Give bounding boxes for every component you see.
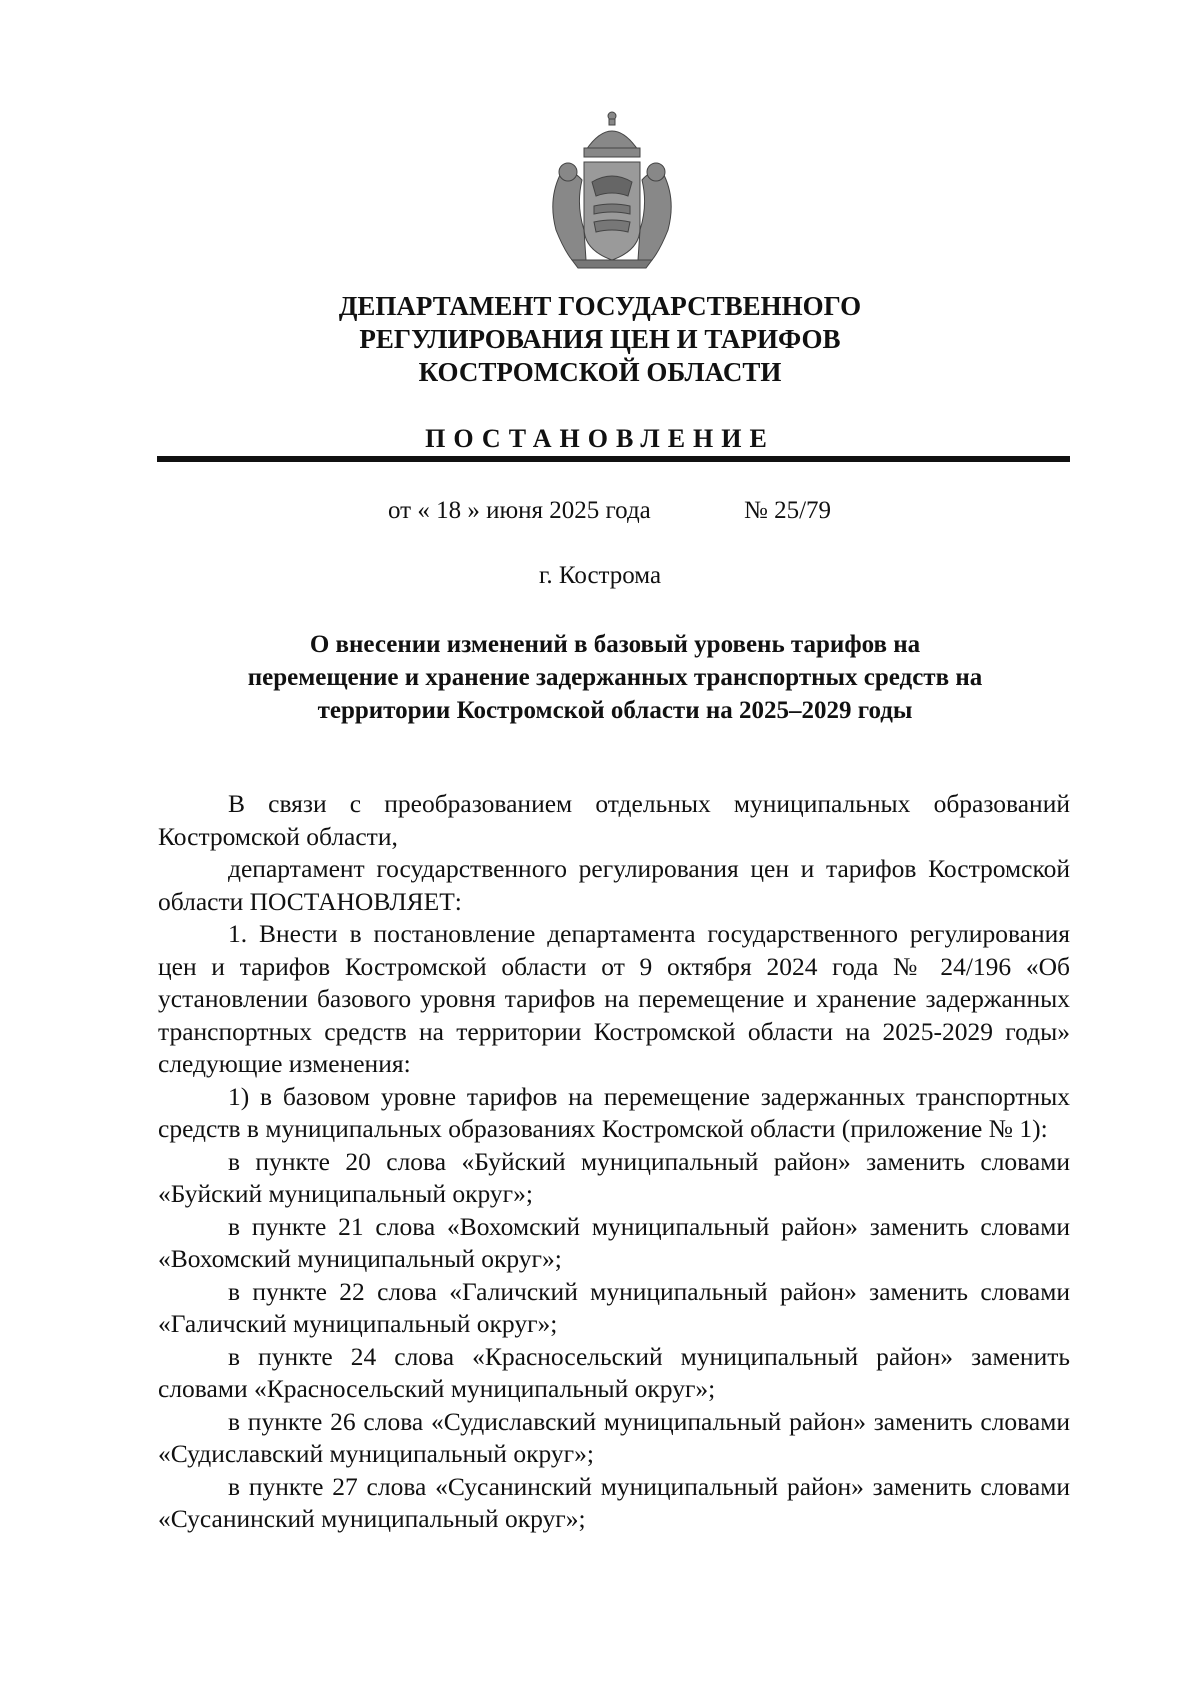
- coat-of-arms-emblem: [542, 110, 682, 270]
- body-paragraph: в пункте 20 слова «Буйский муниципальный район» заменить словами «Буйский муниципальный округ»;: [158, 1146, 1070, 1208]
- document-type-heading: ПОСТАНОВЛЕНИЕ: [425, 424, 775, 453]
- title-line-3: территории Костромской области на 2025–2029 годы: [317, 697, 913, 724]
- department-line-2: РЕГУЛИРОВАНИЯ ЦЕН И ТАРИФОВ: [359, 324, 841, 354]
- body-paragraph: в пункте 22 слова «Галичский муниципальный район» заменить словами «Галичский муниципальный округ»;: [158, 1276, 1070, 1338]
- body-paragraph: в пункте 24 слова «Красносельский муниципальный район» заменить словами «Красносельский муниципальный округ»;: [158, 1341, 1070, 1403]
- department-name: [0, 290, 1200, 389]
- body-paragraph: в пункте 26 слова «Судиславский муниципальный район» заменить словами «Судиславский муниципальный округ»;: [158, 1406, 1070, 1468]
- document-title: [160, 628, 1070, 727]
- title-line-2: перемещение и хранение задержанных транспортных средств на: [247, 664, 983, 691]
- body-paragraph: 1) в базовом уровне тарифов на перемещение задержанных транспортных средств в муниципальных образованиях Костромской области (приложение № 1):: [158, 1081, 1070, 1143]
- document-number: № 25/79: [744, 497, 832, 524]
- document-city: г. Кострома: [538, 562, 662, 589]
- body-paragraph: 1. Внести в постановление департамента государственного регулирования цен и тарифов Костромской области от 9 октября 2024 года № 24/196 «Об установлении базового уровня тарифов на перемещение и хранение задержанных транспортных средств на территории Костромской области на 2025-2029 годы» следующие изменения:: [158, 919, 1070, 1078]
- document-date: от « 18 » июня 2025 года: [388, 497, 651, 524]
- body-paragraph: в пункте 27 слова «Сусанинский муниципальный район» заменить словами «Сусанинский муниципальный округ»;: [158, 1471, 1070, 1533]
- body-paragraph: департамент государственного регулирования цен и тарифов Костромской области ПОСТАНОВЛЯЕТ:: [158, 854, 1070, 916]
- title-line-1: О внесении изменений в базовый уровень тарифов на: [309, 631, 921, 658]
- body-paragraph: В связи с преобразованием отдельных муниципальных образований Костромской области,: [158, 789, 1070, 851]
- department-line-1: ДЕПАРТАМЕНТ ГОСУДАРСТВЕННОГО: [338, 291, 862, 321]
- department-line-3: КОСТРОМСКОЙ ОБЛАСТИ: [418, 357, 782, 387]
- body-paragraph: в пункте 21 слова «Вохомский муниципальный район» заменить словами «Вохомский муниципальный округ»;: [158, 1211, 1070, 1273]
- document-body: [158, 788, 1070, 1536]
- header-divider: [157, 456, 1070, 462]
